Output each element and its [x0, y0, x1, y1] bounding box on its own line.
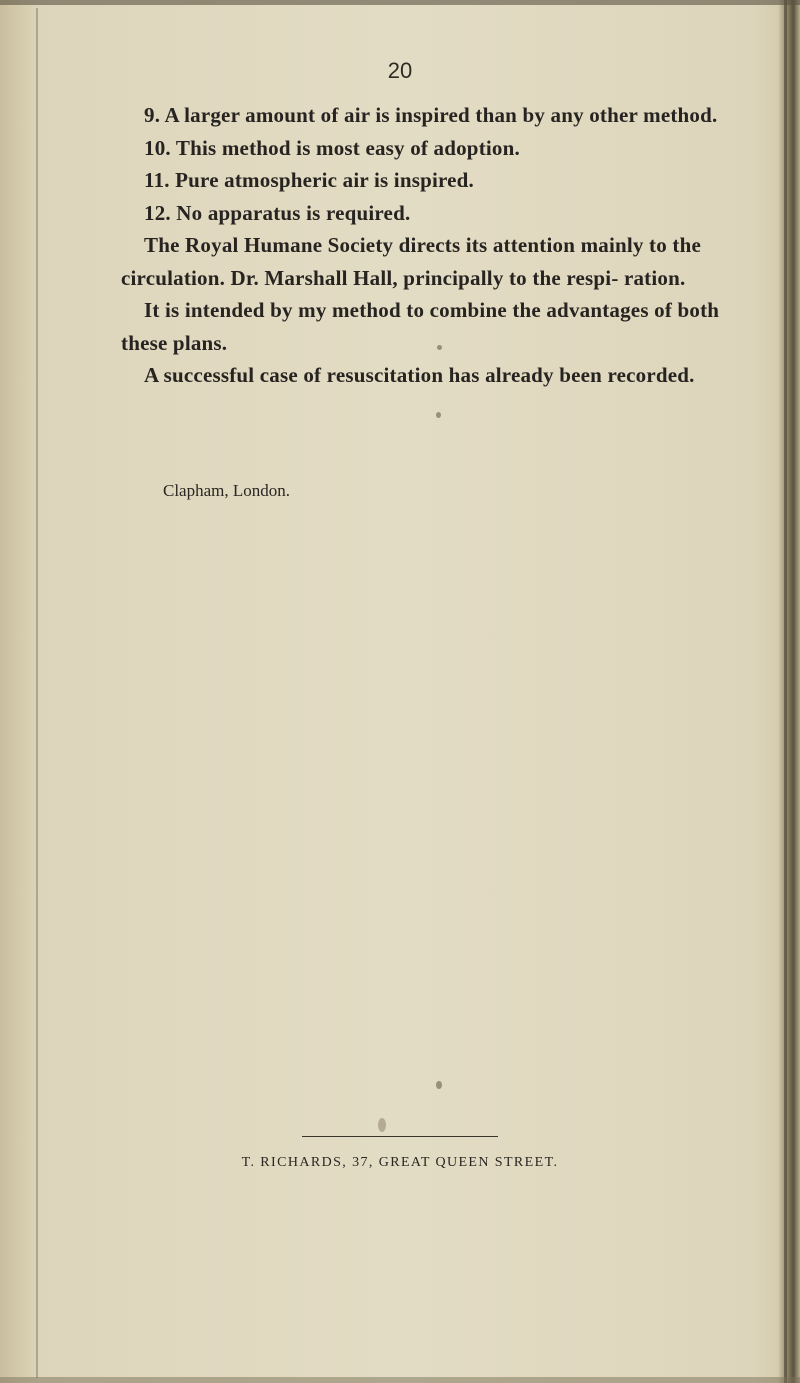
- page-right-fold: [784, 0, 787, 1383]
- page-left-edge: [0, 0, 40, 1383]
- page-top-edge: [0, 0, 800, 5]
- ink-spot: [437, 345, 442, 350]
- place-signature: Clapham, London.: [163, 481, 291, 500]
- page-right-edge: [778, 0, 800, 1383]
- paragraph: A successful case of resuscitation has already been recorded.: [144, 363, 695, 387]
- paragraph: 11. Pure atmospheric air is inspired.: [144, 168, 474, 192]
- page-bottom-edge: [0, 1377, 800, 1383]
- paragraph: 10. This method is most easy of adoption.: [144, 135, 520, 160]
- printer-imprint: T. RICHARDS, 37, GREAT QUEEN STREET.: [241, 1155, 559, 1170]
- imprint-divider: [302, 1136, 498, 1137]
- ink-spot: [378, 1118, 386, 1132]
- ink-spot: [436, 412, 441, 418]
- ink-spot: [436, 1081, 442, 1089]
- paragraph: 12. No apparatus is required.: [144, 200, 411, 225]
- paragraph: 9. A larger amount of air is inspired than by any other method.: [144, 103, 718, 127]
- page-number: 20: [387, 58, 413, 83]
- paragraph: The Royal Humane Society directs its attention mainly to the circulation. Dr. Marshall Hall, principally to the respi- ration.: [121, 233, 701, 290]
- paragraph: It is intended by my method to combine the advantages of both these plans.: [121, 298, 720, 355]
- page-left-fold: [36, 8, 38, 1378]
- page-body: [121, 99, 741, 392]
